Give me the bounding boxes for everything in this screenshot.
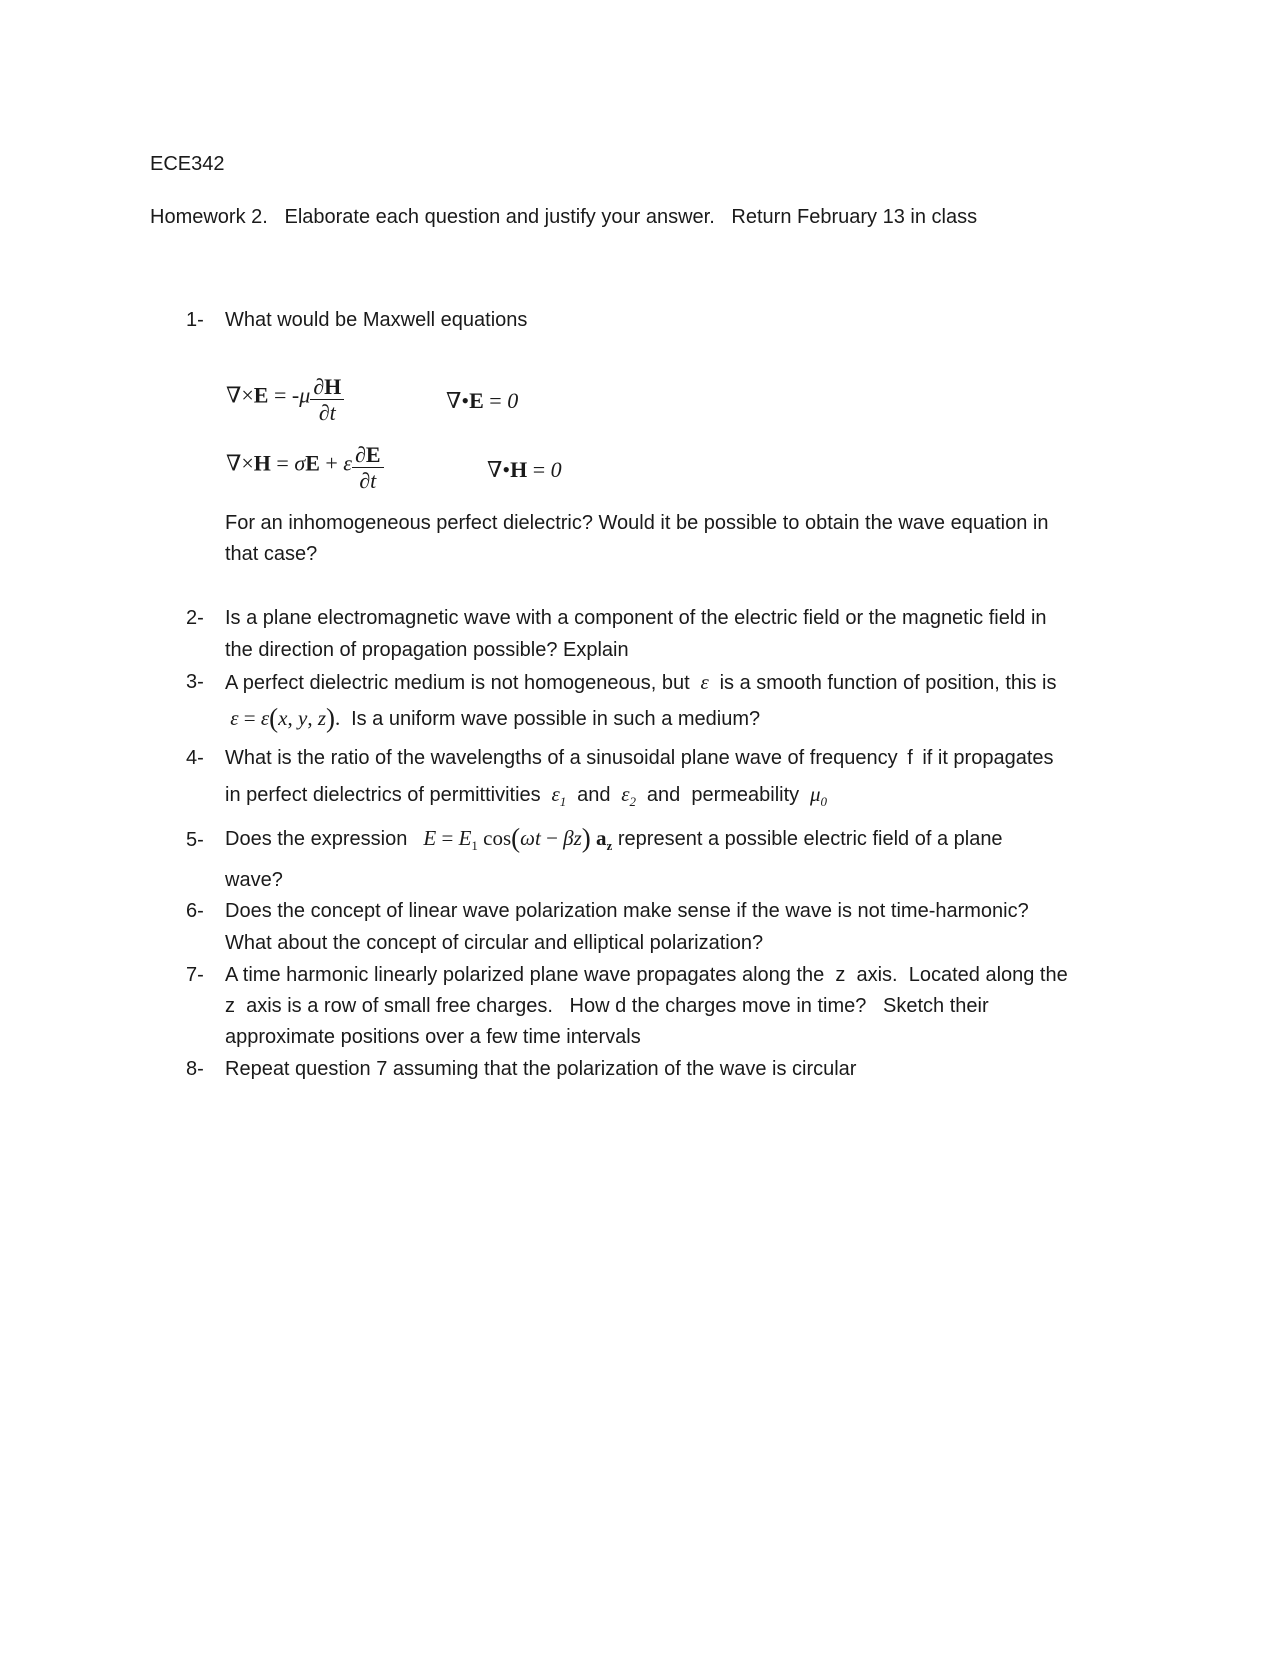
question-4-text-line-2a: in perfect dielectrics of permittivities [225,784,541,806]
epsilon-function-expression: ε = ε(x, y, z). [230,703,346,733]
question-8-text-line-1: Repeat question 7 assuming that the polarization of the wave is circular [225,1058,857,1080]
question-4-number: 4- [186,747,204,769]
question-4-text-line-1b: if it propagates [922,747,1054,769]
course-code: ECE342 [150,153,225,175]
question-1-number: 1- [186,309,204,331]
question-7-number: 7- [186,964,204,986]
question-4-text-line-1 [225,746,1054,770]
question-3-text-line-1b: is a smooth function of position, this is [719,672,1057,694]
question-2-text-line-2: the direction of propagation possible? Explain [225,639,629,661]
question-8-number: 8- [186,1058,204,1080]
question-3-text-line-2b: Is a uniform wave possible in such a medium? [351,708,761,730]
question-2-text-line-1: Is a plane electromagnetic wave with a component of the electric field or the magnetic field in [225,607,1047,629]
question-4-and-2: and permeability [646,784,800,806]
question-1-text-line-2: For an inhomogeneous perfect dielectric? Would it be possible to obtain the wave equation in [225,512,1049,534]
question-4-text-line-1a: What is the ratio of the wavelengths of a sinusoidal plane wave of frequency [225,747,898,769]
gauss-law-magnetic-equation: ∇•H = 0 [487,457,562,482]
question-1-text-line-3: that case? [225,543,318,565]
ampere-law-equation: ∇×H = σE + ε $\frac{\partial E}{\partial t}$ [226,440,384,491]
question-7-text-line-2: z axis is a row of small free charges. How d the charges move in time? Sketch their [225,995,989,1017]
question-6-text-line-1: Does the concept of linear wave polarization make sense if the wave is not time-harmonic? [225,900,1029,922]
question-2-number: 2- [186,607,204,629]
question-4-text-line-2 [225,782,827,814]
question-3-text-line-1a: A perfect dielectric medium is not homogeneous, but [225,672,690,694]
assignment-instructions: Homework 2. Elaborate each question and justify your answer. Return February 13 in class [150,206,978,228]
mu-0-symbol: $\mu_0$ [804,782,828,809]
question-5-number: 5- [186,829,204,851]
question-5-text-line-1b: represent a possible electric field of a plane [617,828,1003,850]
question-1-title: What would be Maxwell equations [225,309,528,331]
question-5-text-line-1a: Does the expression [225,828,408,850]
epsilon-1-symbol: $\varepsilon_1$ [546,782,567,809]
question-6-text-line-2: What about the concept of circular and elliptical polarization? [225,932,764,954]
question-7-text-line-3: approximate positions over a few time intervals [225,1026,641,1048]
electric-field-expression: $E = E_1$ cos(ωt − βz) $a_z$ [423,823,613,853]
faraday-law-equation: ∇×E = -μ $\frac{\partial H}{\partial t}$ [226,372,344,423]
epsilon-symbol: ε [695,670,715,694]
question-5-text-line-2: wave? [225,869,283,891]
epsilon-2-symbol: $\varepsilon_2$ [616,782,637,809]
question-3-number: 3- [186,671,204,693]
question-5-text-line-1 [225,823,1003,858]
question-6-number: 6- [186,900,204,922]
question-4-and-1: and [577,784,611,806]
gauss-law-electric-equation: ∇•E = 0 [446,388,519,413]
question-3-text-line-2 [225,703,761,733]
question-7-text-line-1: A time harmonic linearly polarized plane wave propagates along the z axis. Located along the [225,964,1068,986]
frequency-variable: f [907,747,913,769]
question-3-text-line-1 [225,670,1056,695]
